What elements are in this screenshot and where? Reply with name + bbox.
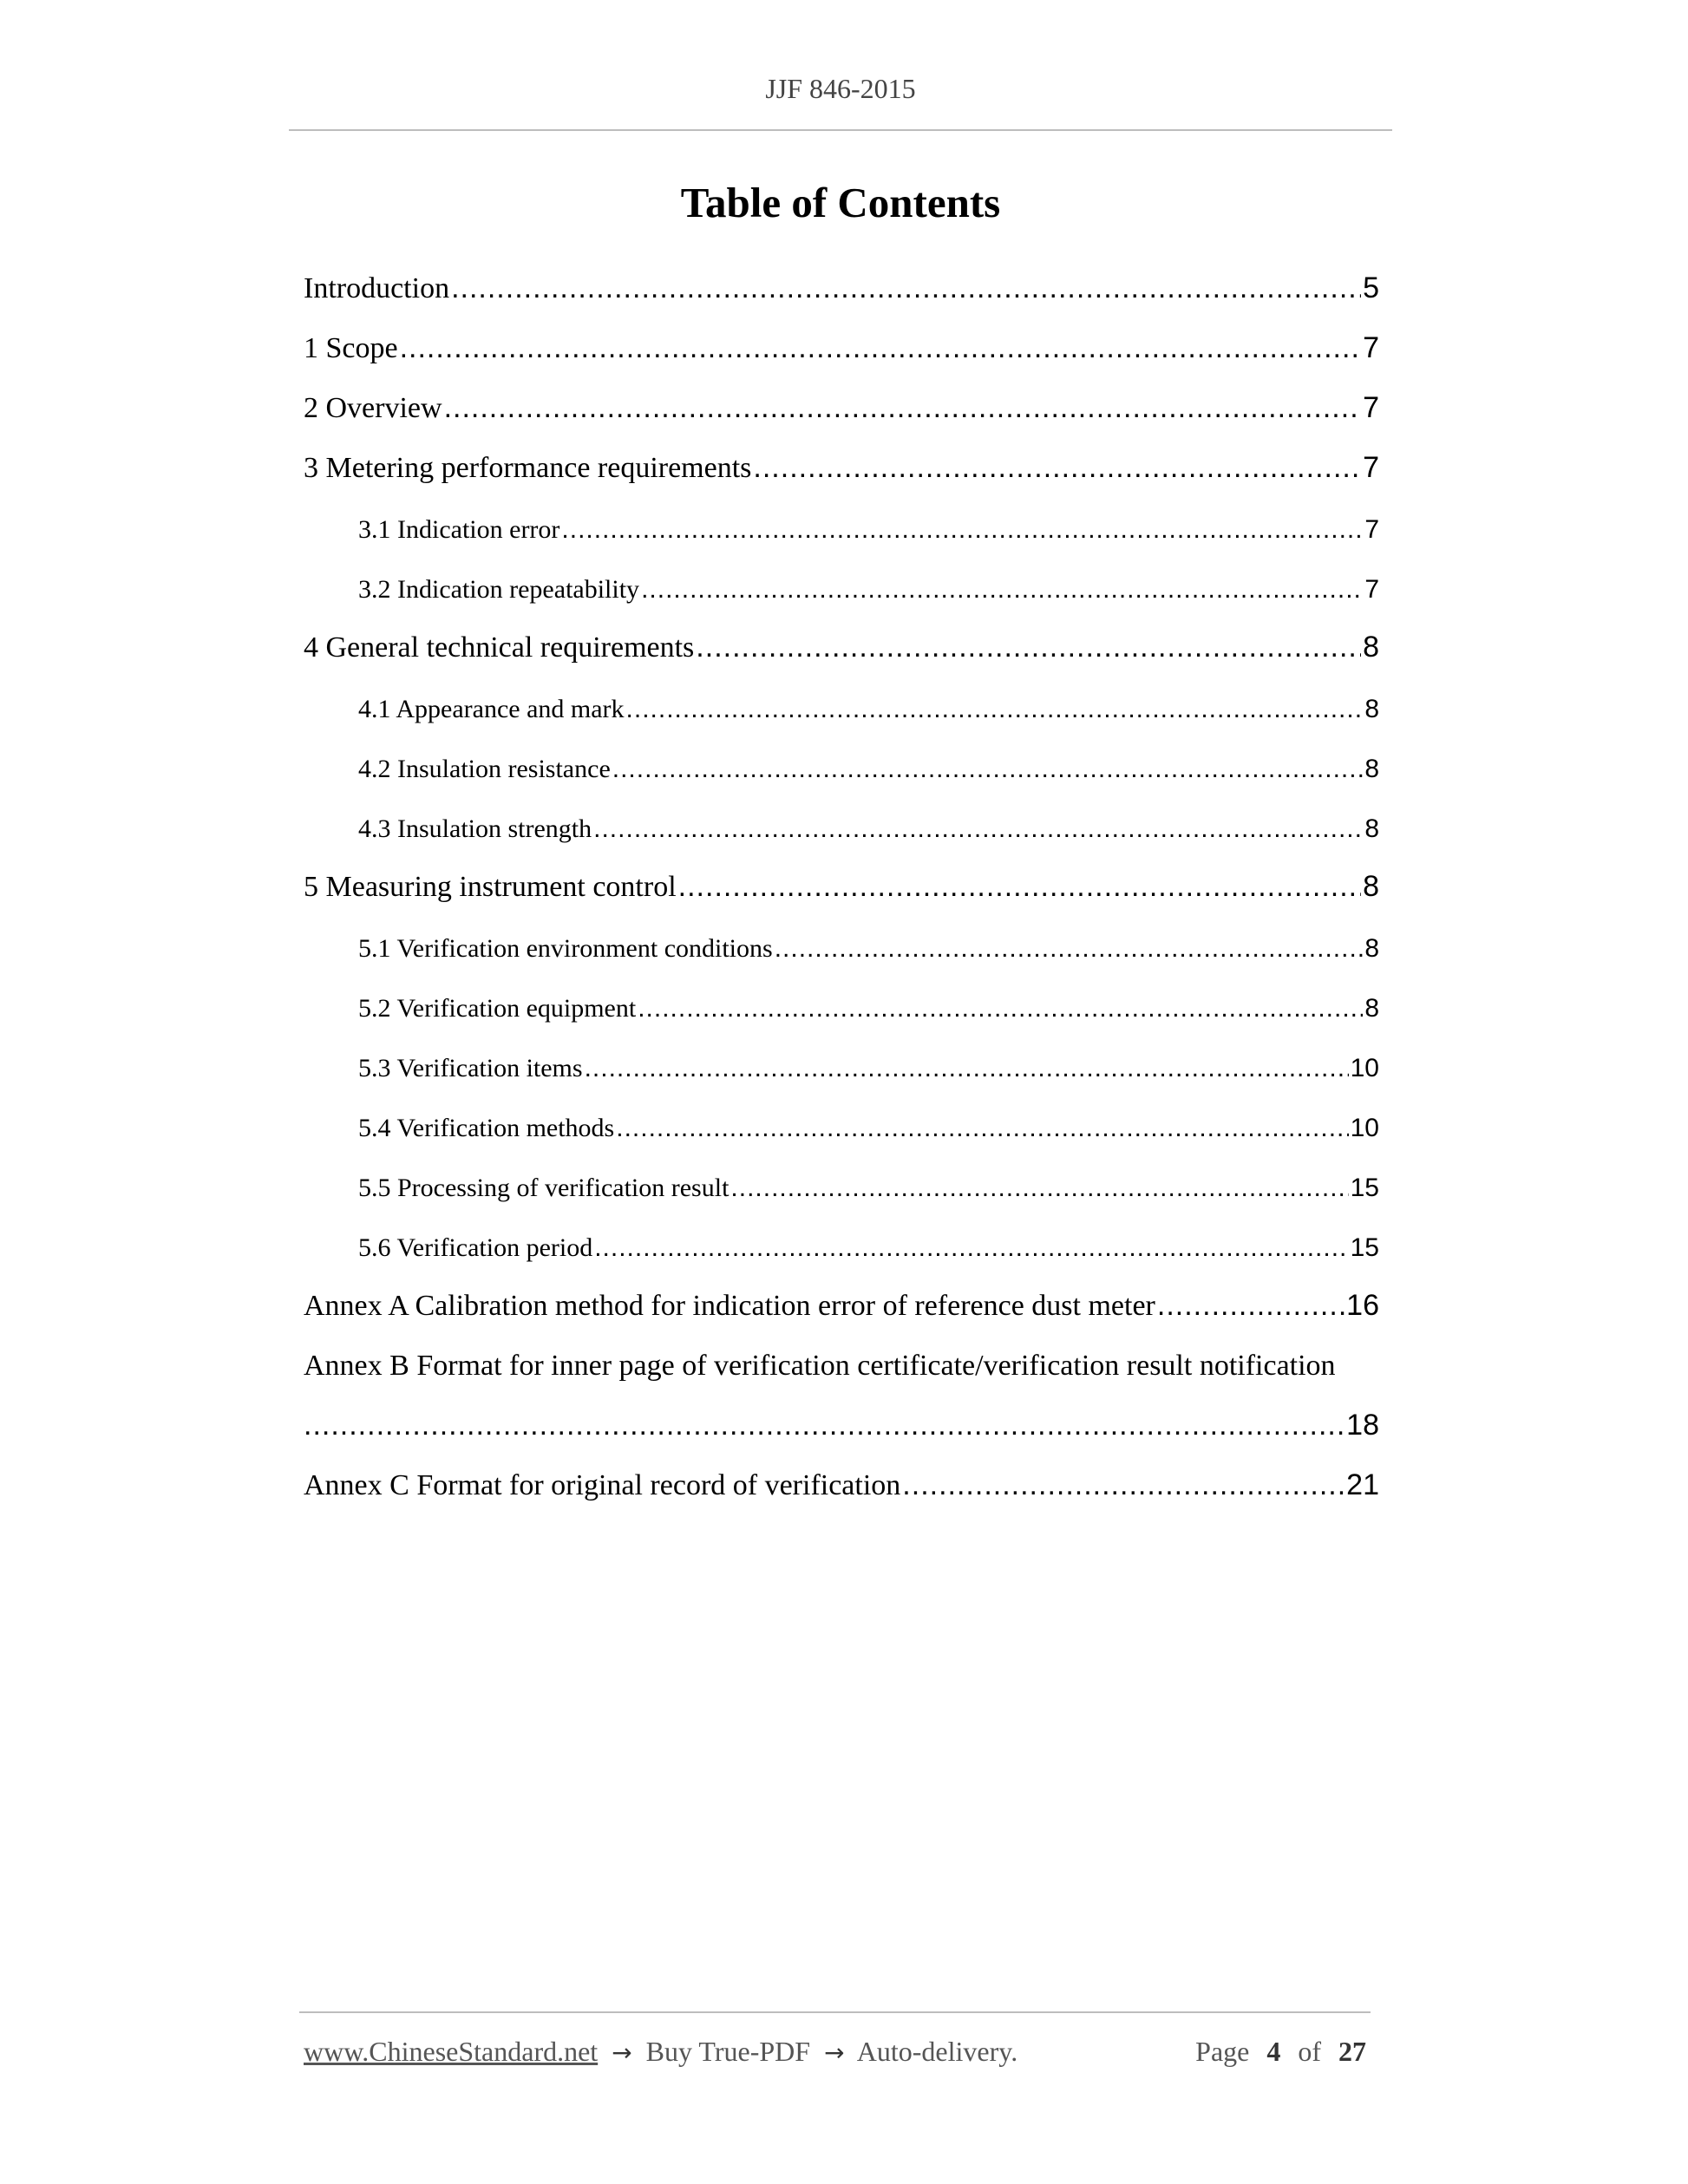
toc-entry-page: 18 [1346,1409,1379,1442]
dot-leader [585,1054,1349,1083]
dot-leader [1157,1289,1345,1323]
toc-entry-label: 5 Measuring instrument control [304,871,677,903]
total-pages: 27 [1338,2035,1366,2067]
toc-entry-page: 8 [1364,814,1379,843]
arrow-right-icon: → [612,2037,632,2067]
toc-entry-page: 7 [1364,515,1379,544]
toc-entry-label: 5.4 Verification methods [358,1114,615,1142]
toc-entry-general-technical[interactable] [304,612,1379,664]
toc-entry-page: 8 [1363,631,1379,664]
dot-leader [696,631,1361,664]
toc-entry-annex-b[interactable] [304,1331,1379,1383]
current-page: 4 [1266,2035,1281,2067]
dot-leader [304,1409,1345,1442]
toc-entry-label: 5.6 Verification period [358,1233,593,1262]
toc-entry-label: Annex B Format for inner page of verification certificate/verification result notification [304,1350,1336,1382]
toc-entry-page: 8 [1364,755,1379,783]
toc-entry-page: 21 [1346,1468,1379,1501]
dot-leader [561,515,1363,545]
dot-leader [616,1114,1348,1143]
toc-entry-annex-c[interactable] [304,1450,1379,1502]
toc-entry-label: 5.1 Verification environment conditions [358,934,773,963]
toc-entry-annex-a[interactable] [304,1271,1379,1323]
toc-entry-indication-repeatability[interactable] [358,553,1379,605]
toc-entry-overview[interactable] [304,373,1379,425]
toc-entry-verification-items[interactable] [358,1031,1379,1083]
toc-entry-label: 3 Metering performance requirements [304,452,752,484]
delivery-text: Auto-delivery. [856,2035,1018,2067]
toc-entry-label: 3.2 Indication repeatability [358,575,640,604]
dot-leader [902,1468,1345,1502]
dot-leader [730,1174,1348,1203]
toc-entry-insulation-resistance[interactable] [358,732,1379,784]
dot-leader [451,271,1361,305]
page-word: Page [1195,2035,1250,2067]
toc-entry-metering-performance[interactable] [304,433,1379,485]
toc-entry-label: 4.1 Appearance and mark [358,695,625,723]
toc-entry-page: 16 [1346,1289,1379,1322]
toc-entry-label: 5.5 Processing of verification result [358,1174,730,1202]
toc-entry-scope[interactable] [304,313,1379,365]
toc-entry-verification-equipment[interactable] [358,971,1379,1023]
toc-entry-label: 2 Overview [304,392,442,424]
toc-entry-verification-environment[interactable] [358,912,1379,964]
toc-entry-processing-result[interactable] [358,1151,1379,1203]
toc-entry-label: 5.2 Verification equipment [358,994,637,1023]
toc-entry-measuring-instrument-control[interactable] [304,852,1379,904]
toc-entry-label: Annex C Format for original record of verification [304,1469,901,1501]
toc-entry-page: 7 [1363,391,1379,424]
page-footer [304,2030,1366,2073]
toc-entry-label: Annex A Calibration method for indication error of reference dust meter [304,1290,1155,1322]
toc-entry-verification-methods[interactable] [358,1091,1379,1143]
toc-entry-page: 8 [1364,994,1379,1023]
dot-leader [612,755,1364,784]
dot-leader [593,814,1363,844]
toc-entry-page: 15 [1350,1233,1379,1262]
dot-leader [626,695,1364,724]
dot-leader [641,575,1363,605]
dot-leader [753,451,1361,485]
toc-entry-introduction[interactable] [304,253,1379,305]
dot-leader [638,994,1363,1023]
header-divider [289,129,1392,131]
toc-entry-label: 4 General technical requirements [304,631,695,664]
page-title: Table of Contents [680,179,1001,226]
toc-entry-label: 5.3 Verification items [358,1054,583,1082]
toc-entry-page: 10 [1350,1114,1379,1142]
dot-leader [400,331,1361,365]
dot-leader [775,934,1364,964]
toc-entry-page: 8 [1364,934,1379,963]
toc-entry-label: 4.2 Insulation resistance [358,755,611,783]
toc-entry-appearance-mark[interactable] [358,672,1379,724]
toc-entry-insulation-strength[interactable] [358,792,1379,844]
buy-pdf-text: Buy True-PDF [645,2035,811,2067]
arrow-right-icon: → [824,2037,845,2067]
toc-entry-label: Introduction [304,272,450,304]
toc-entry-page: 7 [1363,451,1379,484]
toc-entry-page: 8 [1364,695,1379,723]
toc-entry-indication-error[interactable] [358,493,1379,545]
of-word: of [1298,2035,1321,2067]
running-header: JJF 846-2015 [765,73,916,104]
toc-entry-annex-b-continued[interactable] [304,1390,1379,1442]
dot-leader [444,391,1362,425]
site-link[interactable]: www.ChineseStandard.net [304,2035,599,2067]
footer-divider [299,2011,1371,2013]
toc-entry-verification-period[interactable] [358,1211,1379,1263]
toc-entry-page: 15 [1350,1174,1379,1202]
toc-entry-page: 7 [1364,575,1379,604]
toc-entry-label: 1 Scope [304,332,398,364]
toc-entry-page: 5 [1363,271,1379,304]
toc-entry-page: 10 [1350,1054,1379,1082]
dot-leader [678,870,1361,904]
toc-entry-page: 8 [1363,870,1379,903]
toc-entry-label: 3.1 Indication error [358,515,560,544]
toc-entry-label: 4.3 Insulation strength [358,814,592,843]
page-number [1195,2036,1366,2068]
toc-entry-page: 7 [1363,331,1379,364]
dot-leader [594,1233,1348,1263]
footer-promo [304,2036,1017,2068]
